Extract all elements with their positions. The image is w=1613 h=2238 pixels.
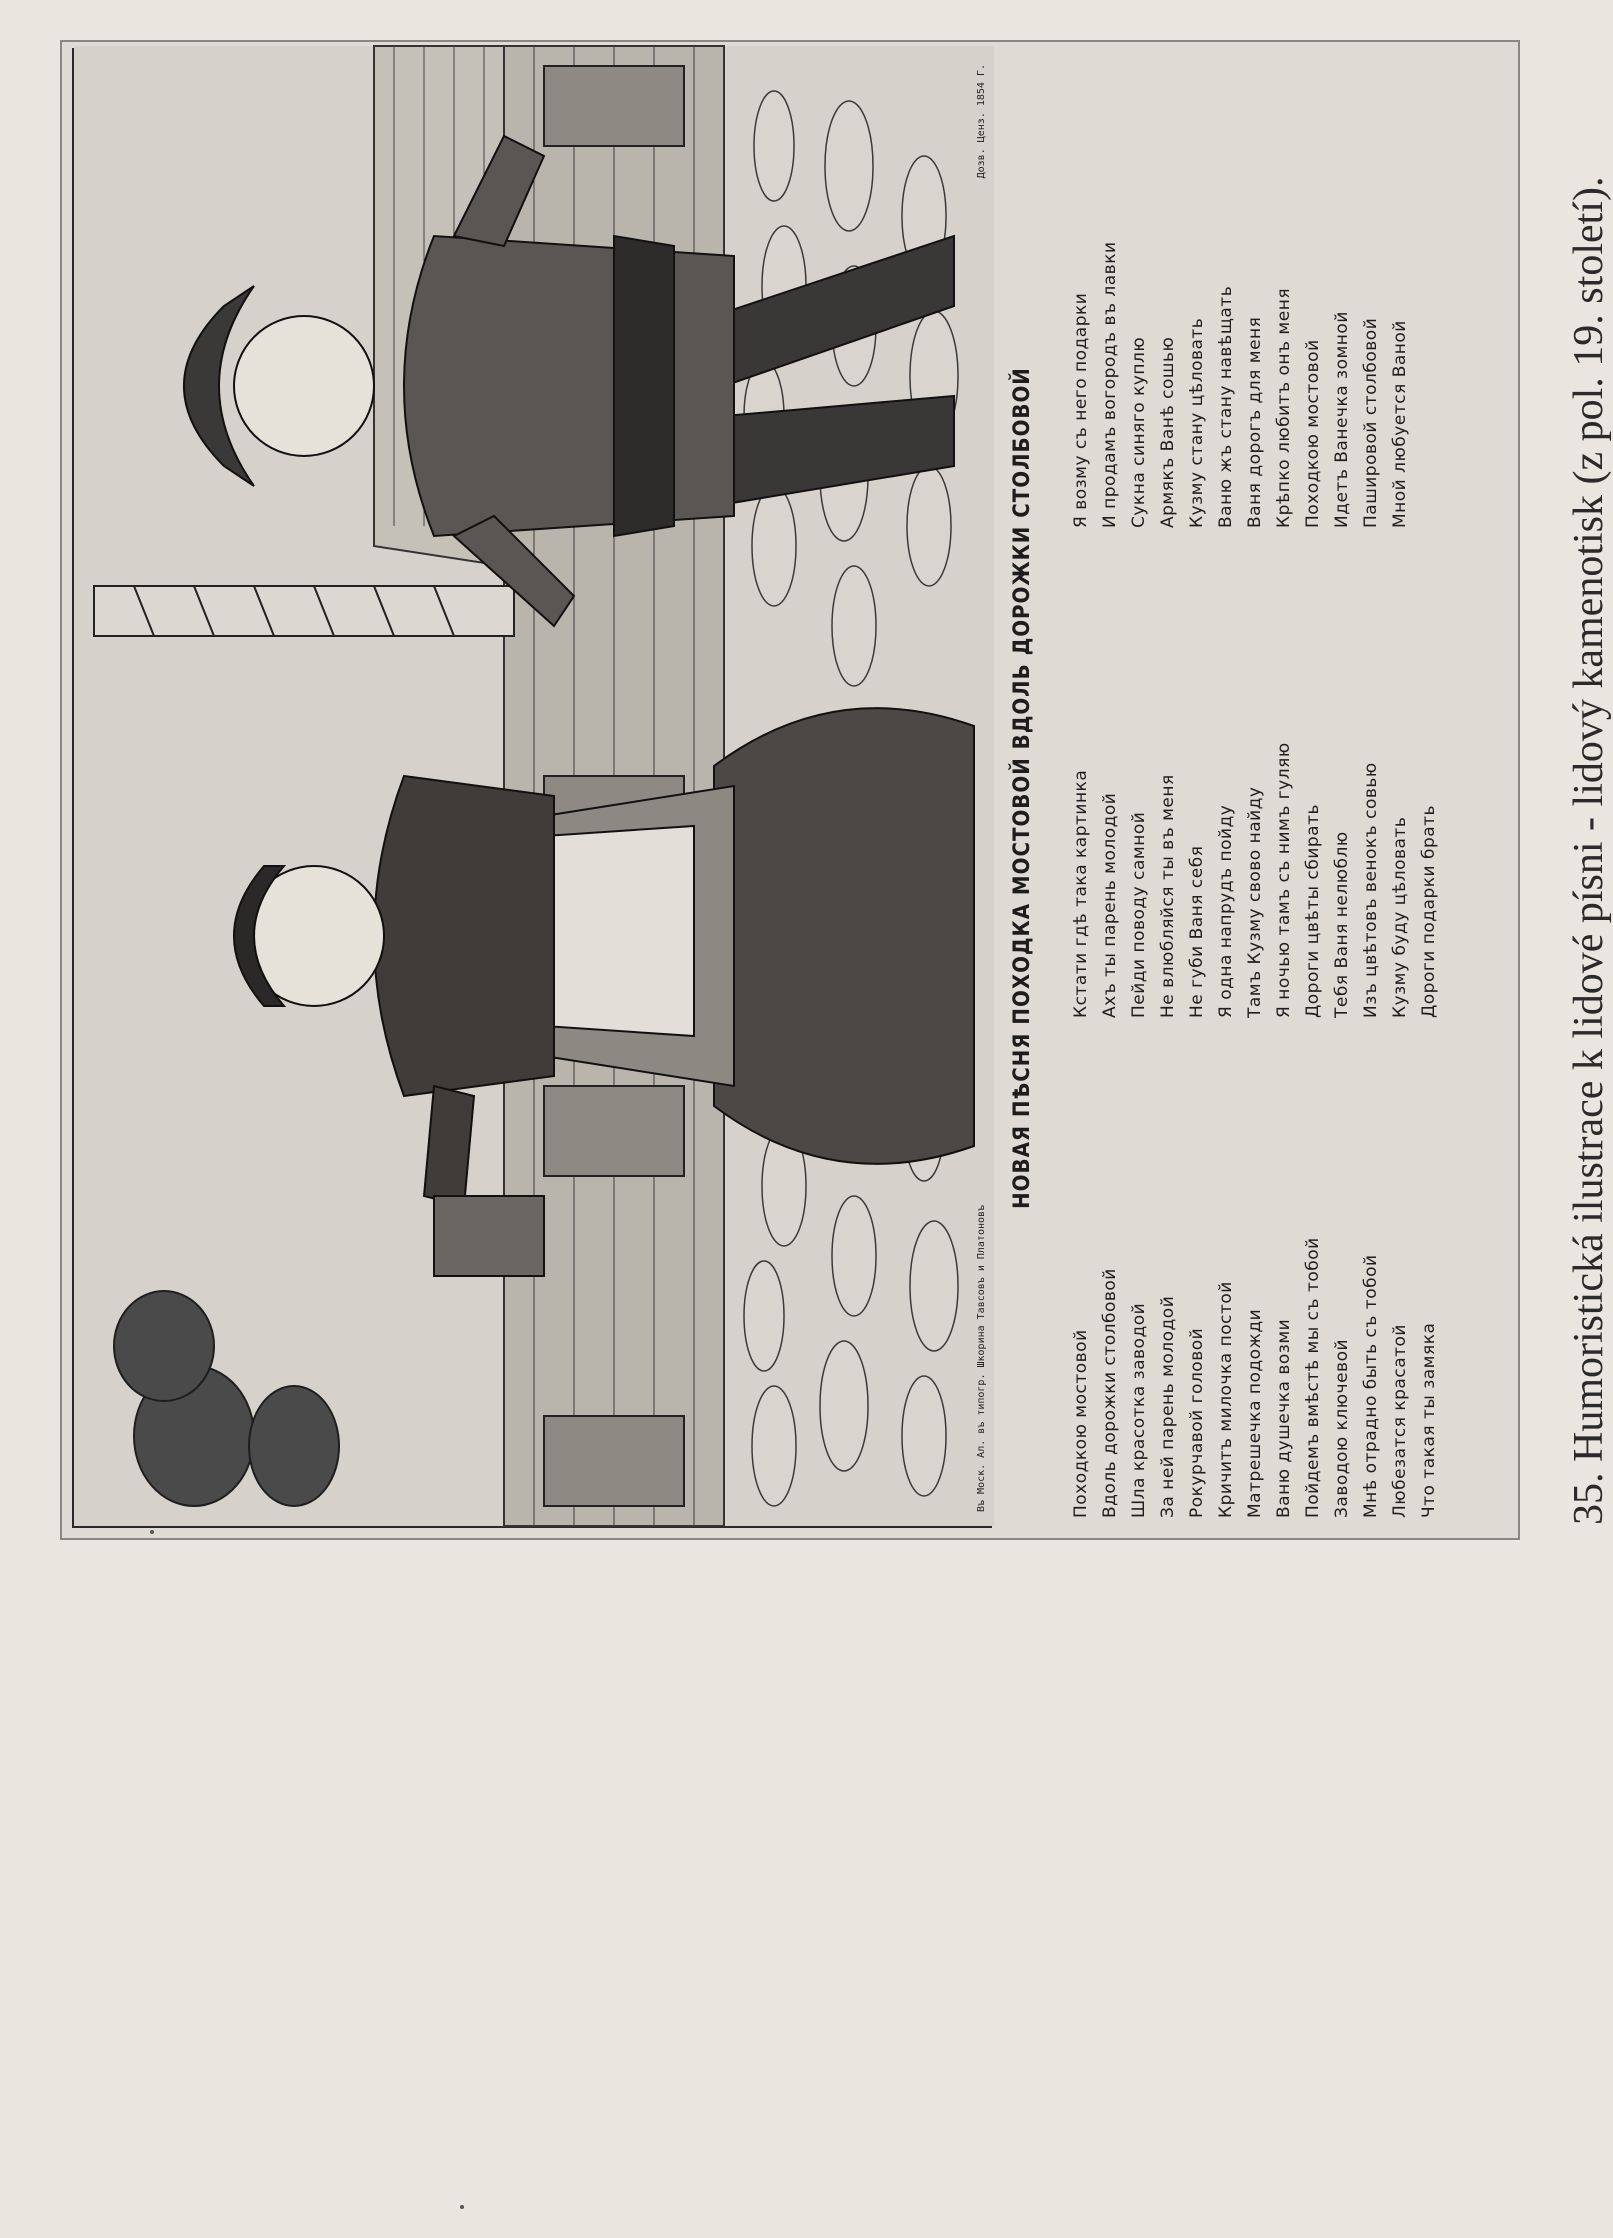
verse-line: Пашировой столбовой	[1361, 317, 1381, 528]
verse-line: Кстати гдѣ така картинка	[1071, 769, 1091, 1018]
illustration-drawing	[74, 46, 994, 1526]
verse-line: Заводою ключевой	[1332, 1338, 1352, 1518]
verse-line: Мнѣ отрадно быть съ тобой	[1361, 1254, 1381, 1518]
illustration	[72, 48, 992, 1528]
imprint-left: Въ Моск. Ал. въ типогр. Шкорина Тавсовъ и Платоновъ	[976, 1204, 987, 1512]
verse-line: Вдоль дорожки столбовой	[1100, 1268, 1120, 1518]
verse-line: Кричитъ милочка постой	[1216, 1281, 1236, 1518]
verse-line: Дороги подарки брать	[1419, 804, 1439, 1018]
imprint-right: Дозв. Ценз. 1854 Г.	[976, 64, 987, 179]
verse-line: Пойдемъ вмѣстѣ мы съ тобой	[1303, 1237, 1323, 1518]
verse-line: Мной любуется Ваной	[1390, 320, 1410, 528]
verse-line: Армякъ Ванѣ сошью	[1158, 336, 1178, 528]
verse-line: Ваня дорогъ для меня	[1245, 316, 1265, 528]
verse-line: Походкою мостовой	[1071, 1329, 1091, 1518]
verse-line: Не влюбляйся ты въ меня	[1158, 774, 1178, 1018]
verse-line: И продамъ вогородъ въ лавки	[1100, 241, 1120, 528]
verse-line: Крѣпко любитъ онъ меня	[1274, 287, 1294, 528]
verse-line: Я одна напрудъ пойду	[1216, 804, 1236, 1018]
verse-column-2	[1067, 742, 1444, 1018]
verse-line: Ваню жъ стану навѣщать	[1216, 285, 1236, 528]
verse-line: Что такая ты замяка	[1419, 1322, 1439, 1518]
plate	[60, 40, 1520, 1540]
rotated-print	[60, 40, 1520, 1540]
lithograph-print	[60, 40, 1520, 1540]
print-speck	[460, 2205, 464, 2209]
verse-line: Кузму стану цѣловать	[1187, 317, 1207, 528]
verse-line: За ней парень молодой	[1158, 1295, 1178, 1518]
verse-column-3	[1067, 241, 1415, 528]
verse-line: Пейди поводу самной	[1129, 811, 1149, 1018]
verse-line: Не губи Ваня себя	[1187, 845, 1207, 1018]
verse-line: Идетъ Ванечка зомной	[1332, 311, 1352, 528]
verse-line: Любезатся красатой	[1390, 1324, 1410, 1518]
verse-line: Шла красотка заводой	[1129, 1302, 1149, 1518]
figure-caption: 35. Humoristická ilustrace k lidové písni - lidový kamenotisk (z pol. 19. století).	[1566, 176, 1612, 1525]
verse-line: Матрешечка подожди	[1245, 1308, 1265, 1518]
verse-line: Тебя Ваня нелюблю	[1332, 831, 1352, 1018]
print-speck	[150, 1530, 154, 1534]
verse-line: Ваню душечка возми	[1274, 1318, 1294, 1518]
verse-line: Ахъ ты парень молодой	[1100, 792, 1120, 1018]
verse-line: Кузму буду цѣловать	[1390, 816, 1410, 1018]
verse-line: Изъ цвѣтовъ венокъ совью	[1361, 762, 1381, 1018]
verse-line: Рокурчавой головой	[1187, 1327, 1207, 1518]
verse-line: Я ночью тамъ съ нимъ гуляю	[1274, 742, 1294, 1018]
verse-line: Походкою мостовой	[1303, 339, 1323, 528]
song-title: НОВАЯ ПѢСНЯ ПОХОДКА МОСТОВОЙ ВДОЛЬ ДОРОЖКИ СТОЛБОВОЙ	[1010, 367, 1035, 1209]
verse-column-1	[1067, 1237, 1444, 1518]
verse-line: Дороги цвѣты сбирать	[1303, 803, 1323, 1018]
verse-line: Тамъ Кузму свово найду	[1245, 786, 1265, 1018]
verse-line: Сукна синяго куплю	[1129, 336, 1149, 528]
verse-line: Я возму съ него подарки	[1071, 292, 1091, 528]
